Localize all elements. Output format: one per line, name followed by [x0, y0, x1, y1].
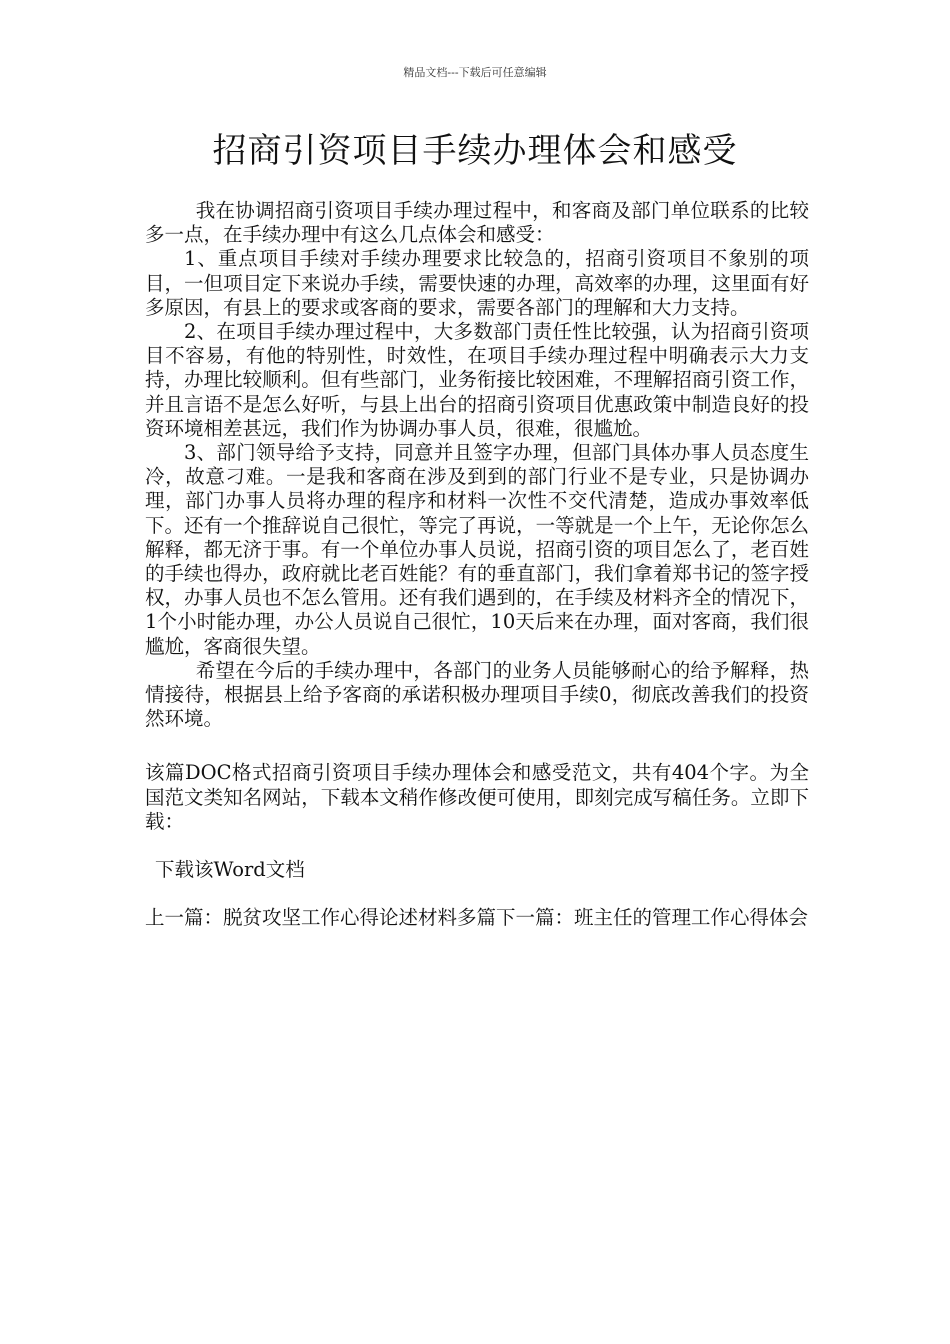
next-label: 下一篇： — [496, 906, 575, 930]
document-title: 招商引资项目手续办理体会和感受 — [212, 131, 738, 171]
next-article-link[interactable]: 班主任的管理工作心得体会 — [574, 906, 809, 930]
prev-article-link[interactable]: 脱贫攻坚工作心得论述材料多篇 — [223, 906, 497, 930]
prev-label: 上一篇： — [145, 906, 224, 930]
point-1-paragraph: 1、重点项目手续对手续办理要求比较急的，招商引资项目不象别的项目，一但项目定下来说办手续，需要快速的办理，高效率的办理，这里面有好多原因，有县上的要求或客商的要求，需要各部门的理解和大力支持。 — [145, 247, 809, 319]
article-navigation — [145, 906, 809, 930]
download-word-link[interactable]: 下载该Word文档 — [155, 858, 305, 882]
closing-paragraph: 希望在今后的手续办理中，各部门的业务人员能够耐心的给予解释，热情接待，根据县上给予客商的承诺积极办理项目手续0，彻底改善我们的投资然环境。 — [145, 658, 809, 731]
intro-paragraph: 我在协调招商引资项目手续办理过程中，和客商及部门单位联系的比较多一点，在手续办理中有这么几点体会和感受： — [145, 199, 809, 247]
promo-text: 该篇DOC格式招商引资项目手续办理体会和感受范文，共有404个字。为全国范文类知名网站，下载本文稍作修改便可使用，即刻完成写稿任务。立即下载： — [145, 761, 809, 833]
point-2-paragraph: 2、在项目手续办理过程中，大多数部门责任性比较强，认为招商引资项目不容易，有他的特别性，时效性，在项目手续办理过程中明确表示大力支持，办理比较顺利。但有些部门，业务衔接比较困难，不理解招商引资工作，并且言语不是怎么好听，与县上出台的招商引资项目优惠政策中制造良好的投资环境相差甚远，我们作为协调办事人员，很难，很尴尬。 — [145, 320, 809, 440]
page-header: 精品文档---下载后可任意编辑 — [403, 66, 547, 79]
point-3-paragraph: 3、部门领导给予支持，同意并且签字办理，但部门具体办事人员态度生冷，故意刁难。一是我和客商在涉及到到的部门行业不是专业，只是协调办理，部门办事人员将办理的程序和材料一次性不交代清楚，造成办事效率低下。还有一个推辞说自己很忙，等完了再说，一等就是一个上午，无论你怎么解释，都无济于事。有一个单位办事人员说，招商引资的项目怎么了，老百姓的手续也得办，政府就比老百姓能？有的垂直部门，我们拿着郑书记的签字授权，办事人员也不怎么管用。还有我们遇到的，在手续及材料齐全的情况下，1个小时能办理，办公人员说自己很忙，10天后来在办理，面对客商，我们很尴尬，客商很失望。 — [145, 441, 809, 658]
document-body — [145, 199, 809, 930]
